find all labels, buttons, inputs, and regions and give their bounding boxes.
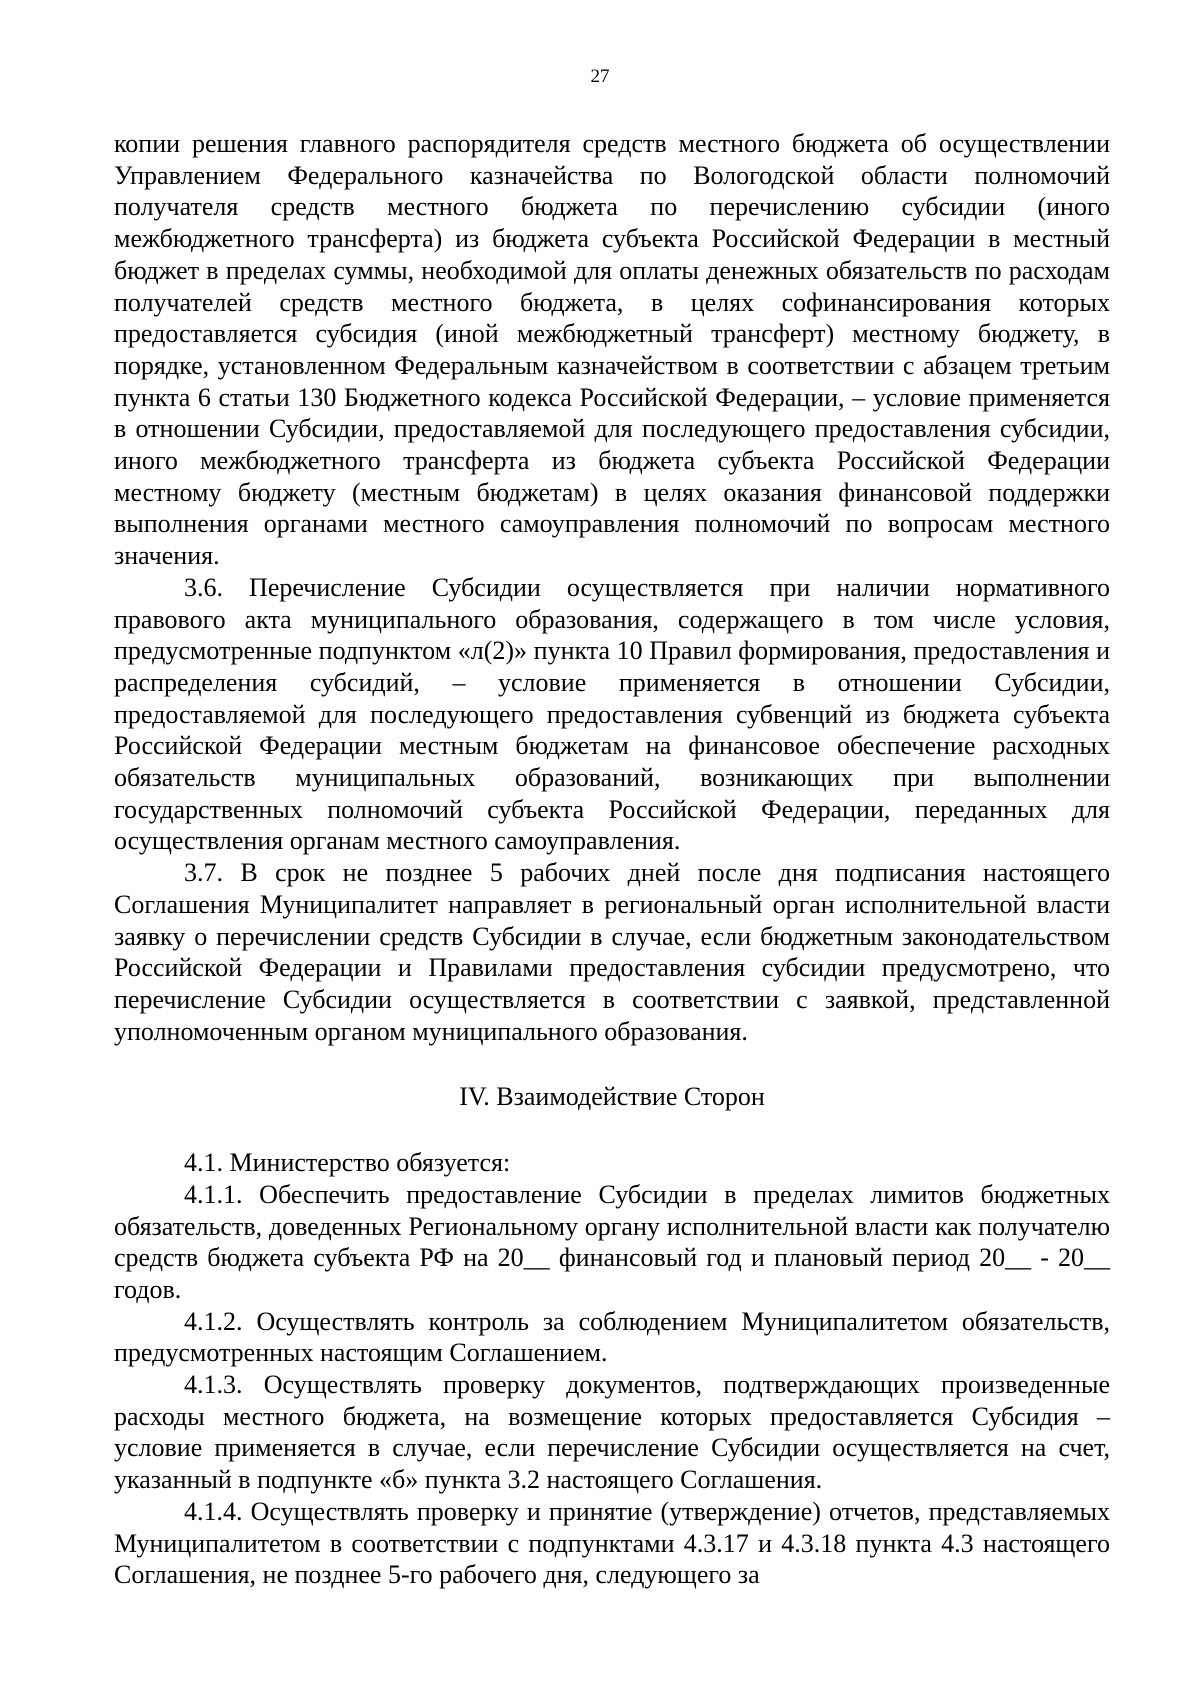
paragraph-4-1-2: 4.1.2. Осуществлять контроль за соблюдением Муниципалитетом обязательств, предусмотренных настоящим Соглашением.	[114, 1306, 1110, 1368]
paragraph-4-1-1: 4.1.1. Обеспечить предоставление Субсидии в пределах лимитов бюджетных обязательств, доведенных Региональному органу исполнительной власти как получателю средств бюджета субъекта РФ на 20__ финансовый год и плановый период 20__ - 20__ годов.	[114, 1179, 1110, 1304]
paragraph-3-7: 3.7. В срок не позднее 5 рабочих дней после дня подписания настоящего Соглашения Муниципалитет направляет в региональный орган исполнительной власти заявку о перечислении средств Субсидии в случае, если бюджетным законодательством Российской Федерации и Правилами предоставления субсидии предусмотрено, что перечисление Субсидии осуществляется в соответствии с заявкой, представленной уполномоченным органом муниципального образования.	[114, 858, 1110, 1046]
paragraph-4-1-4: 4.1.4. Осуществлять проверку и принятие (утверждение) отчетов, представляемых Муниципалитетом в соответствии с подпунктами 4.3.17 и 4.3.18 пункта 4.3 настоящего Соглашения, не позднее 5-го рабочего дня, следующего за	[114, 1496, 1110, 1590]
document-body	[114, 128, 1110, 1591]
paragraph-continuation: копии решения главного распорядителя средств местного бюджета об осуществлении Управлением Федерального казначейства по Вологодской области полномочий получателя средств местного бюджета по перечислению субсидии (иного межбюджетного трансферта) из бюджета субъекта Российской Федерации в местный бюджет в пределах суммы, необходимой для оплаты денежных обязательств по расходам получателей средств местного бюджета, в целях софинансирования которых предоставляется субсидия (иной межбюджетный трансферт) местному бюджету, в порядке, установленном Федеральным казначейством в соответствии с абзацем третьим пункта 6 статьи 130 Бюджетного кодекса Российской Федерации, – условие применяется в отношении Субсидии, предоставляемой для последующего предоставления субсидии, иного межбюджетного трансферта из бюджета субъекта Российской Федерации местному бюджету (местным бюджетам) в целях оказания финансовой поддержки выполнения органами местного самоуправления полномочий по вопросам местного значения.	[114, 129, 1110, 571]
page-number: 27	[590, 66, 610, 87]
paragraph-4-1-3: 4.1.3. Осуществлять проверку документов, подтверждающих произведенные расходы местного бюджета, на возмещение которых предоставляется Субсидия – условие применяется в случае, если перечисление Субсидии осуществляется на счет, указанный в подпункте «б» пункта 3.2 настоящего Соглашения.	[114, 1370, 1110, 1495]
paragraph-4-1: 4.1. Министерство обязуется:	[184, 1148, 511, 1178]
paragraph-3-6: 3.6. Перечисление Субсидии осуществляется при наличии нормативного правового акта муниципального образования, содержащего в том числе условия, предусмотренные подпунктом «л(2)» пункта 10 Правил формирования, предоставления и распределения субсидий, – условие применяется в отношении Субсидии, предоставляемой для последующего предоставления субвенций из бюджета субъекта Российской Федерации местным бюджетам на финансовое обеспечение расходных обязательств муниципальных образований, возникающих при выполнении государственных полномочий субъекта Российской Федерации, переданных для осуществления органам местного самоуправления.	[114, 572, 1110, 856]
section-heading: IV. Взаимодействие Сторон	[459, 1082, 765, 1112]
